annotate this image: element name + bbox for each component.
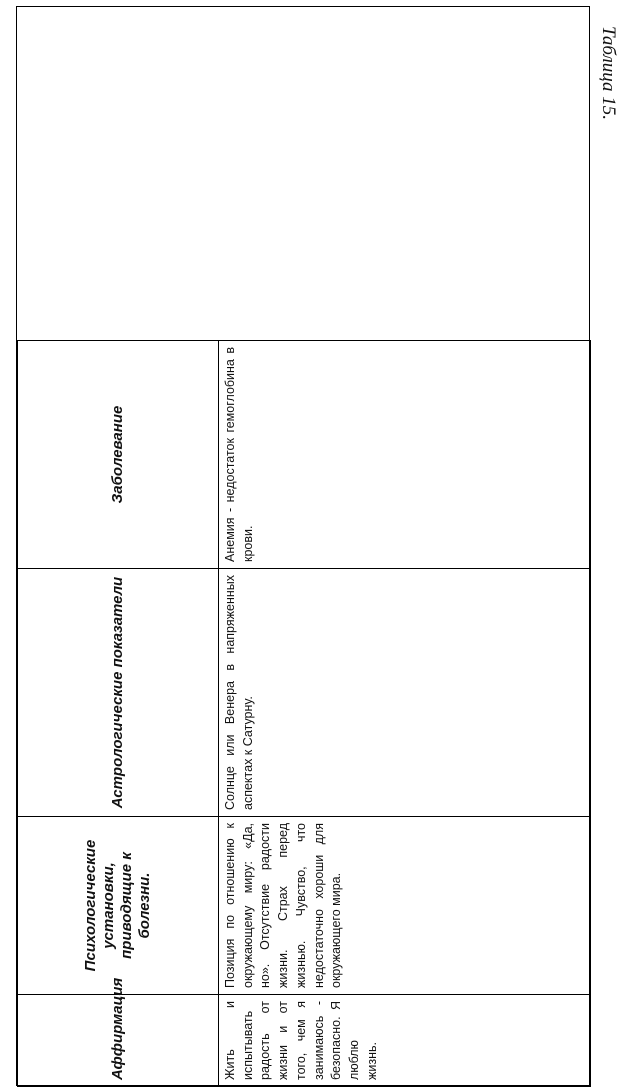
cell-psychology: Позиция по отношению к окружающему миру: «Да, но». Отсутствие радости жизни. Страх перед жизнью. Чувство, что недостаточно хороши для окружающего мира. <box>218 817 590 995</box>
cell-affirmation: Жить и испытывать радость от жизни и от того, чем я занимаюсь - безопасно. Я люблю жизнь. <box>218 995 590 1087</box>
table-caption: Таблица 15. <box>598 26 619 120</box>
table-header-row <box>18 7 219 1087</box>
header-psychology: Психологические установки, приводящие к болезни. <box>18 817 219 995</box>
header-disease: Заболевание <box>18 341 219 569</box>
header-astrology: Астрологические показатели <box>18 569 219 817</box>
rotated-table-wrapper <box>17 7 591 1087</box>
table-frame <box>16 6 590 1086</box>
table-row <box>218 7 590 1087</box>
cell-astrology: Солнце или Венера в напряженных аспектах к Сатурну. <box>218 569 590 817</box>
header-affirmation: Аффирмация <box>18 995 219 1087</box>
disease-table <box>17 6 591 1087</box>
cell-disease: Анемия - недостаток гемоглобина в крови. <box>218 341 590 569</box>
